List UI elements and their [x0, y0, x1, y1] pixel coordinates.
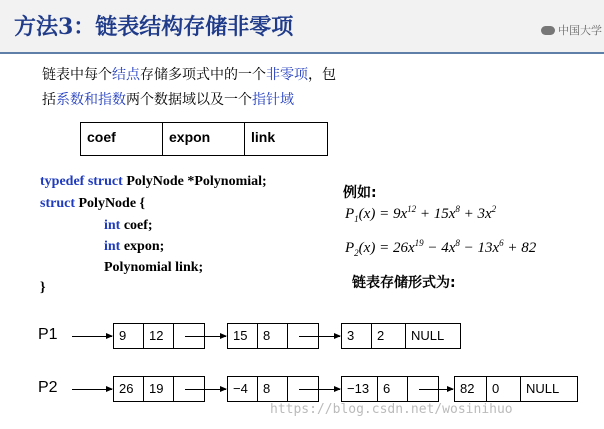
poly-sup: 8: [455, 238, 460, 248]
node-expon: 2: [372, 324, 406, 348]
node-coef: 3: [342, 324, 372, 348]
poly-sup: 8: [455, 204, 460, 214]
node-expon: 19: [144, 377, 174, 401]
code-keyword: int: [104, 218, 121, 233]
poly-text: + 3x: [459, 206, 492, 222]
node-coef: 26: [114, 377, 144, 401]
code-line: [104, 239, 164, 255]
pointer-arrow: [299, 389, 340, 390]
storage-label: 链表存储形式为:: [352, 275, 456, 291]
list-label-p1: P1: [38, 326, 58, 343]
university-logo: [541, 22, 602, 38]
intro-highlight: 指针域: [252, 92, 294, 108]
pointer-arrow: [72, 336, 112, 337]
node-coef: −4: [228, 377, 258, 401]
intro-text: 存储多项式中的一个: [140, 67, 266, 83]
pointer-arrow: [185, 336, 226, 337]
node-link: NULL: [411, 328, 445, 343]
node-fields-diagram: [80, 122, 328, 156]
node-link: NULL: [526, 381, 560, 396]
field-expon: expon: [163, 123, 245, 155]
pointer-arrow: [419, 389, 453, 390]
code-text: PolyNode *Polynomial;: [122, 174, 267, 189]
poly-sup: 12: [407, 204, 417, 214]
code-text: coef;: [120, 218, 153, 233]
node-coef: 15: [228, 324, 258, 348]
intro-text: 括: [42, 92, 56, 108]
code-text: PolyNode {: [75, 196, 146, 211]
intro-text: 链表中每个: [42, 67, 112, 83]
poly-text: P: [345, 206, 355, 222]
pointer-arrow: [72, 389, 112, 390]
code-keyword: typedef struct: [40, 174, 123, 189]
node-coef: −13: [342, 377, 378, 401]
list-label-p2: P2: [38, 379, 58, 396]
list-node: [454, 376, 578, 402]
slide-title: 方法3：链表结构存储非零项: [14, 14, 294, 40]
poly-text: − 13x: [459, 240, 500, 256]
poly-sub: 2: [354, 248, 359, 258]
poly-sup: 2: [491, 204, 497, 214]
code-line: [40, 196, 145, 212]
node-coef: 82: [455, 377, 487, 401]
code-line: }: [40, 280, 46, 295]
code-line: Polynomial link;: [104, 260, 204, 275]
poly-text: − 4x: [423, 240, 456, 256]
intro-text: ，包: [308, 67, 336, 83]
poly-text: P: [345, 240, 355, 256]
node-expon: 8: [258, 377, 288, 401]
poly-text: + 82: [503, 240, 537, 256]
code-line: [104, 218, 153, 234]
polynomial-p1: [345, 204, 496, 224]
node-expon: 6: [378, 377, 408, 401]
node-coef: 9: [114, 324, 144, 348]
intro-highlight: 结点: [112, 67, 140, 83]
field-link: link: [251, 129, 276, 145]
logo-text: 中国大学: [558, 24, 602, 37]
node-expon: 8: [258, 324, 288, 348]
code-line: [40, 174, 267, 190]
example-label: 例如:: [343, 185, 377, 201]
polynomial-p2: [345, 238, 536, 258]
code-text: expon;: [120, 239, 165, 254]
cloud-icon: [541, 26, 555, 35]
code-keyword: struct: [40, 196, 75, 211]
poly-sub: 1: [354, 214, 359, 224]
intro-highlight: 系数和指数: [56, 92, 126, 108]
poly-sup: 6: [499, 238, 504, 248]
poly-text: + 15x: [416, 206, 456, 222]
pointer-arrow: [299, 336, 340, 337]
watermark: https://blog.csdn.net/wosinihuo: [270, 402, 513, 417]
pointer-arrow: [185, 389, 226, 390]
intro-text: 两个数据域以及一个: [126, 92, 252, 108]
node-expon: 0: [487, 377, 521, 401]
field-coef: coef: [81, 123, 163, 155]
list-node: [341, 323, 461, 349]
intro-line-2: [42, 89, 294, 109]
code-keyword: int: [104, 239, 121, 254]
node-expon: 12: [144, 324, 174, 348]
poly-sup: 19: [414, 238, 424, 248]
poly-text: (x) = 26x: [358, 240, 415, 256]
poly-text: (x) = 9x: [358, 206, 408, 222]
intro-highlight: 非零项: [266, 67, 308, 83]
intro-line-1: [42, 64, 336, 84]
